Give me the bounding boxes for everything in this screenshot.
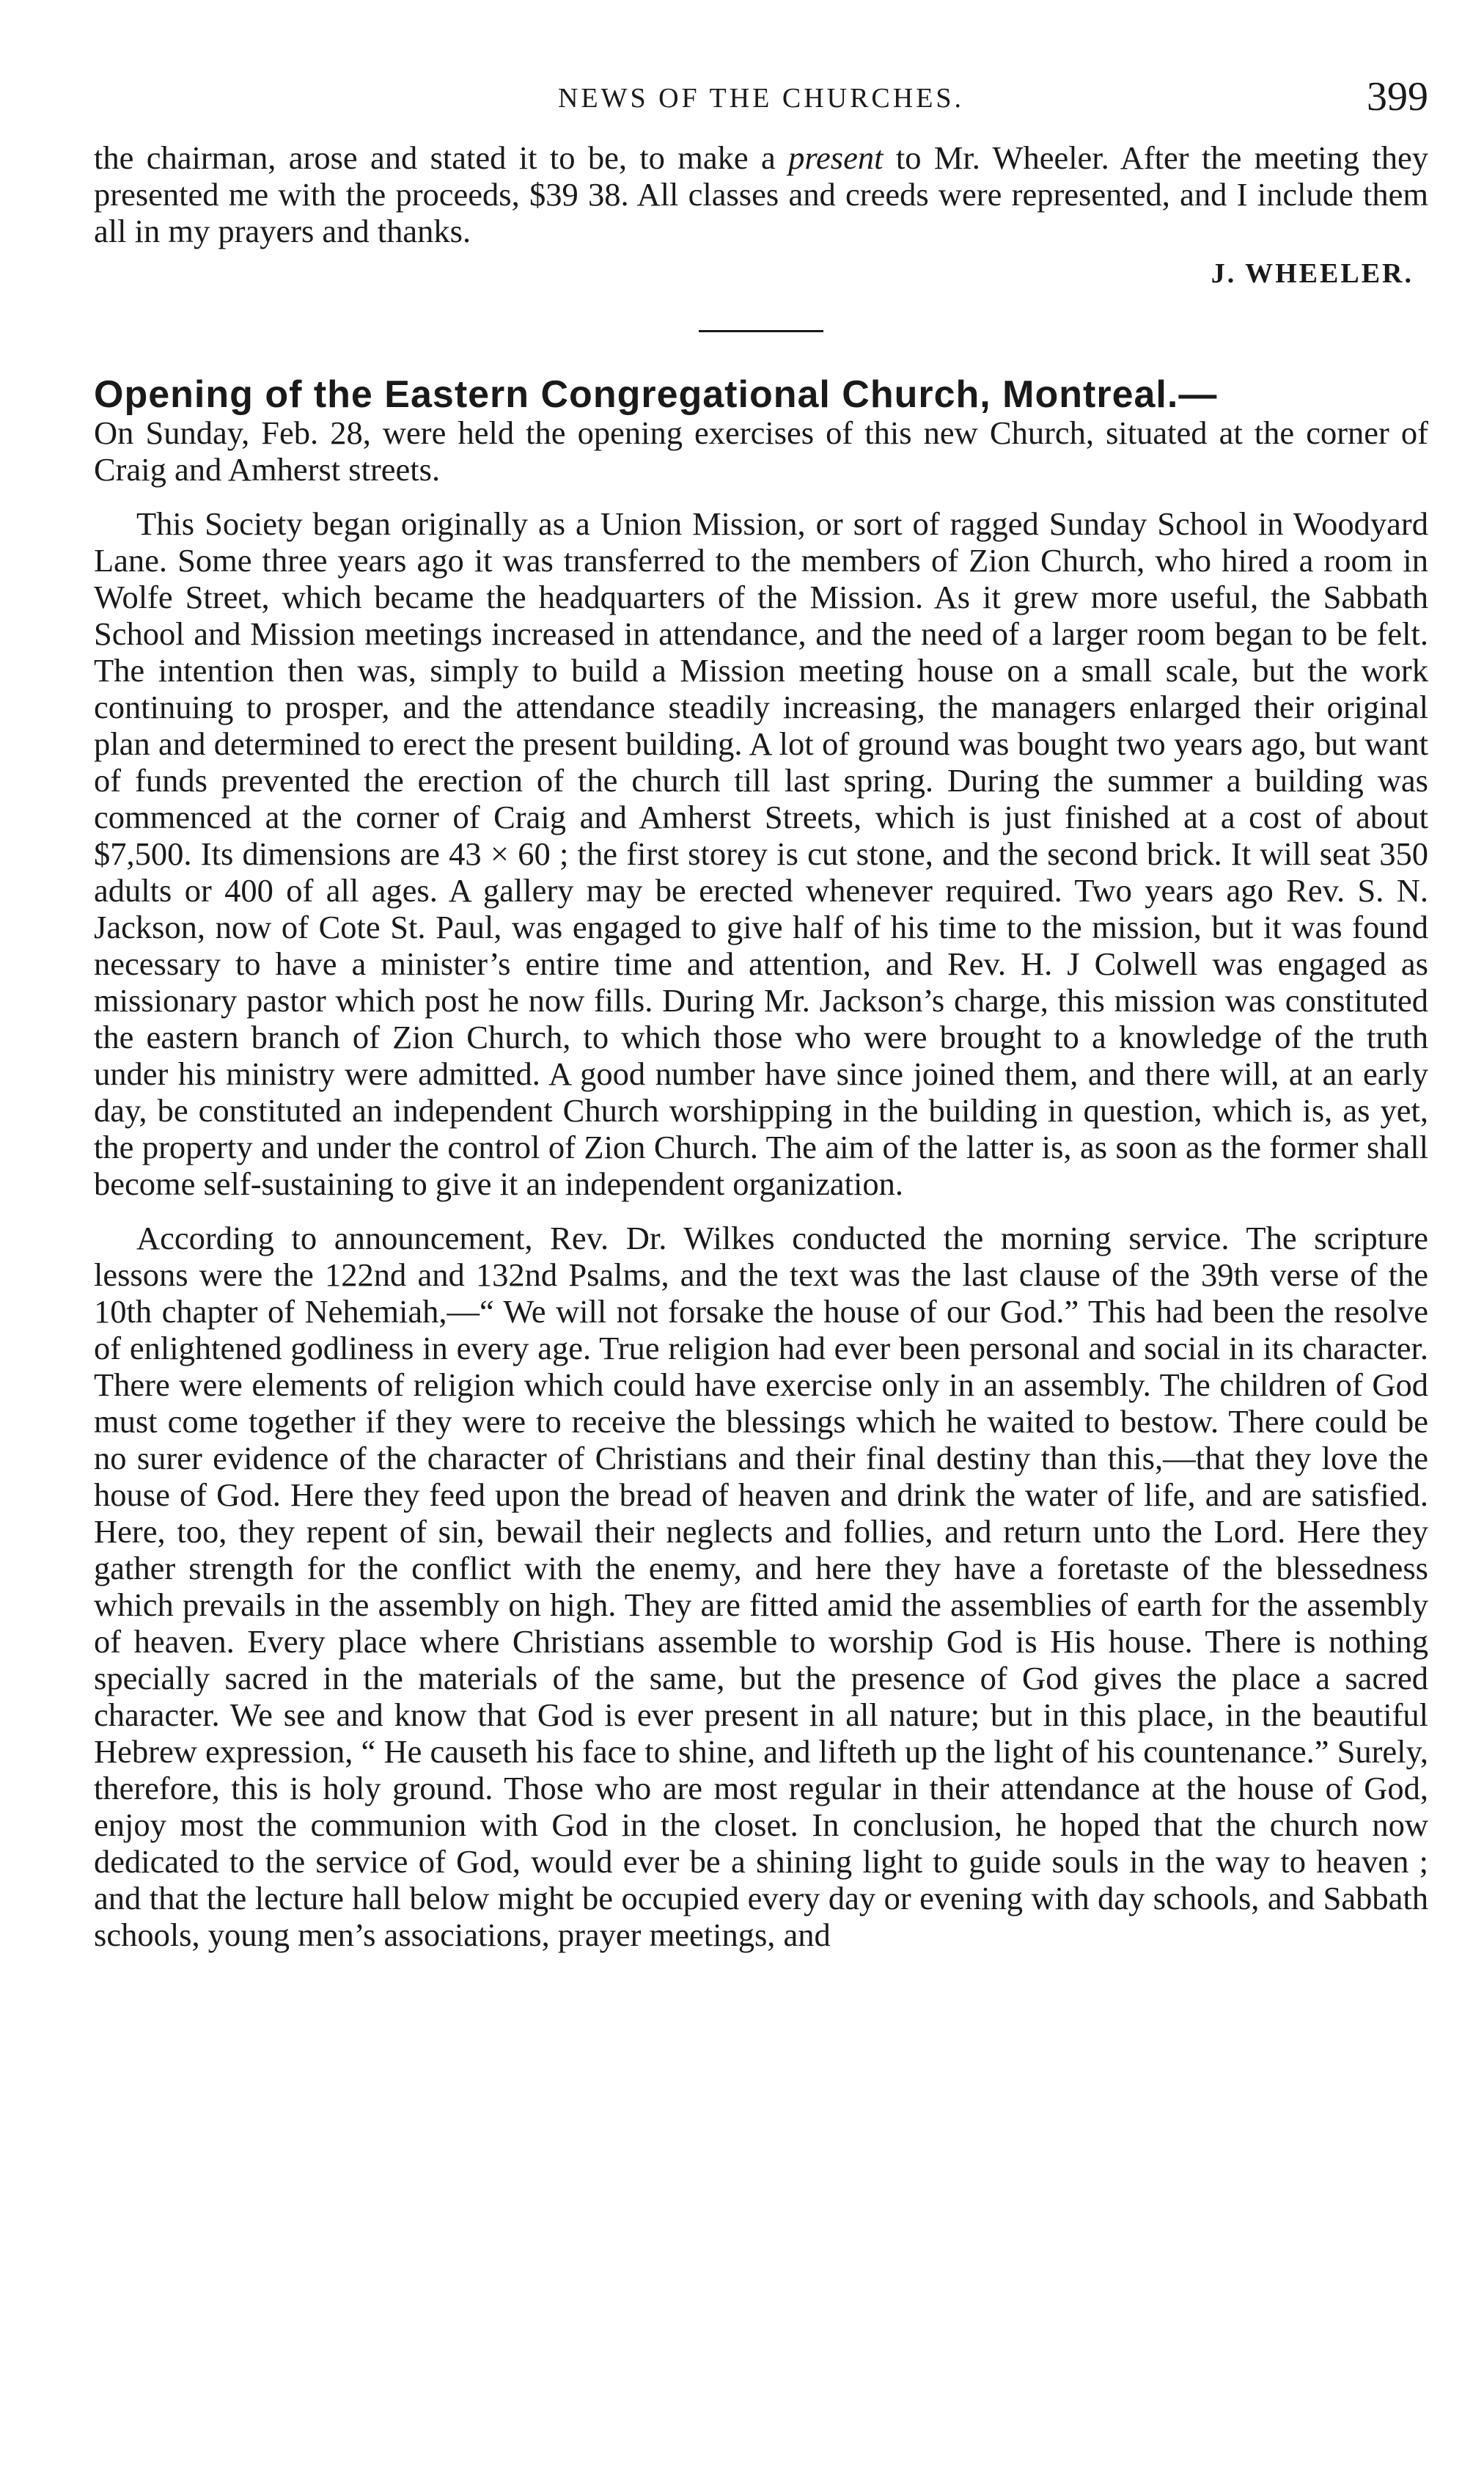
page-header [94,73,1428,139]
carryover-text-end: to Mr. Wheeler. After the meeting they presented me with the proceeds, $39 38. All classes and creeds were represented, and I include them all in my prayers and thanks. [94,139,1428,249]
carryover-paragraph [94,139,1428,249]
signature: J. WHEELER. [1211,258,1414,289]
article-lead: On Sunday, Feb. 28, were held the opening exercises of this new Church, situated at the corner of Craig and Amherst streets. [94,414,1428,488]
article-paragraph-1: This Society began originally as a Union Mission, or sort of ragged Sunday School in Woodyard Lane. Some three years ago it was transferred to the members of Zion Church, who hired a room in Wolfe Street, which became the headquarters of the Mission. As it grew more useful, the Sabbath School and Mission meetings increased in attendance, and the need of a larger room began to be felt. The intention then was, simply to build a Mission meeting house on a small scale, but the work continuing to prosper, and the attendance steadily increasing, the managers enlarged their original plan and determined to erect the present building. A lot of ground was bought two years ago, but want of funds prevented the erection of the church till last spring. During the summer a building was commenced at the corner of Craig and Amherst Streets, which is just finished at a cost of about $7,500. Its dimensions are 43 × 60 ; the first storey is cut stone, and the second brick. It will seat 350 adults or 400 of all ages. A gallery may be erected whenever required. Two years ago Rev. S. N. Jackson, now of Cote St. Paul, was engaged to give half of his time to the mission, but it was found necessary to have a minister’s entire time and attention, and Rev. H. J Colwell was engaged as missionary pastor which post he now fills. During Mr. Jackson’s charge, this mission was constituted the eastern branch of Zion Church, to which those who were brought to a knowledge of the truth under his ministry were admitted. A good number have since joined them, and there will, at an early day, be constituted an independent Church worshipping in the building in question, which is, as yet, the property and under the control of Zion Church. The aim of the latter is, as soon as the former shall become self-sustaining to give it an independent organization. [94,505,1428,1202]
carryover-text-start: the chairman, arose and stated it to be, to make a [94,139,776,176]
article-heading: Opening of the Eastern Congregational Church, Montreal.— [94,373,1218,416]
article-paragraph-2: According to announcement, Rev. Dr. Wilkes conducted the morning service. The scripture lessons were the 122nd and 132nd Psalms, and the text was the last clause of the 39th verse of the 10th chapter of Nehemiah,—“ We will not forsake the house of our God.” This had been the resolve of enlightened godliness in every age. True religion had ever been personal and social in its character. There were elements of religion which could have exercise only in an assembly. The children of God must come together if they were to receive the blessings which he waited to bestow. There could be no surer evidence of the character of Christians and their final destiny than this,—that they love the house of God. Here they feed upon the bread of heaven and drink the water of life, and are satisfied. Here, too, they repent of sin, bewail their neglects and follies, and return unto the Lord. Here they gather strength for the conflict with the enemy, and here they have a foretaste of the blessedness which prevails in the assembly on high. They are fitted amid the assemblies of earth for the assembly of heaven. Every place where Christians assemble to worship God is His house. There is nothing specially sacred in the materials of the same, but the presence of God gives the place a sacred character. We see and know that God is ever present in all nature; but in this place, in the beautiful Hebrew expression, “ He causeth his face to shine, and lifteth up the light of his countenance.” Surely, therefore, this is holy ground. Those who are most regular in their attendance at the house of God, enjoy most the communion with God in the closet. In conclusion, he hoped that the church now dedicated to the service of God, would ever be a shining light to guide souls in the way to heaven ; and that the lecture hall below might be occupied every day or evening with day schools, and Sabbath schools, young men’s associations, prayer meetings, and [94,1220,1428,1953]
book-page [94,73,1428,1953]
running-head: NEWS OF THE CHURCHES. [557,83,965,114]
carryover-italic-word: present [788,139,884,176]
section-divider [699,330,823,332]
page-number: 399 [1367,74,1428,120]
